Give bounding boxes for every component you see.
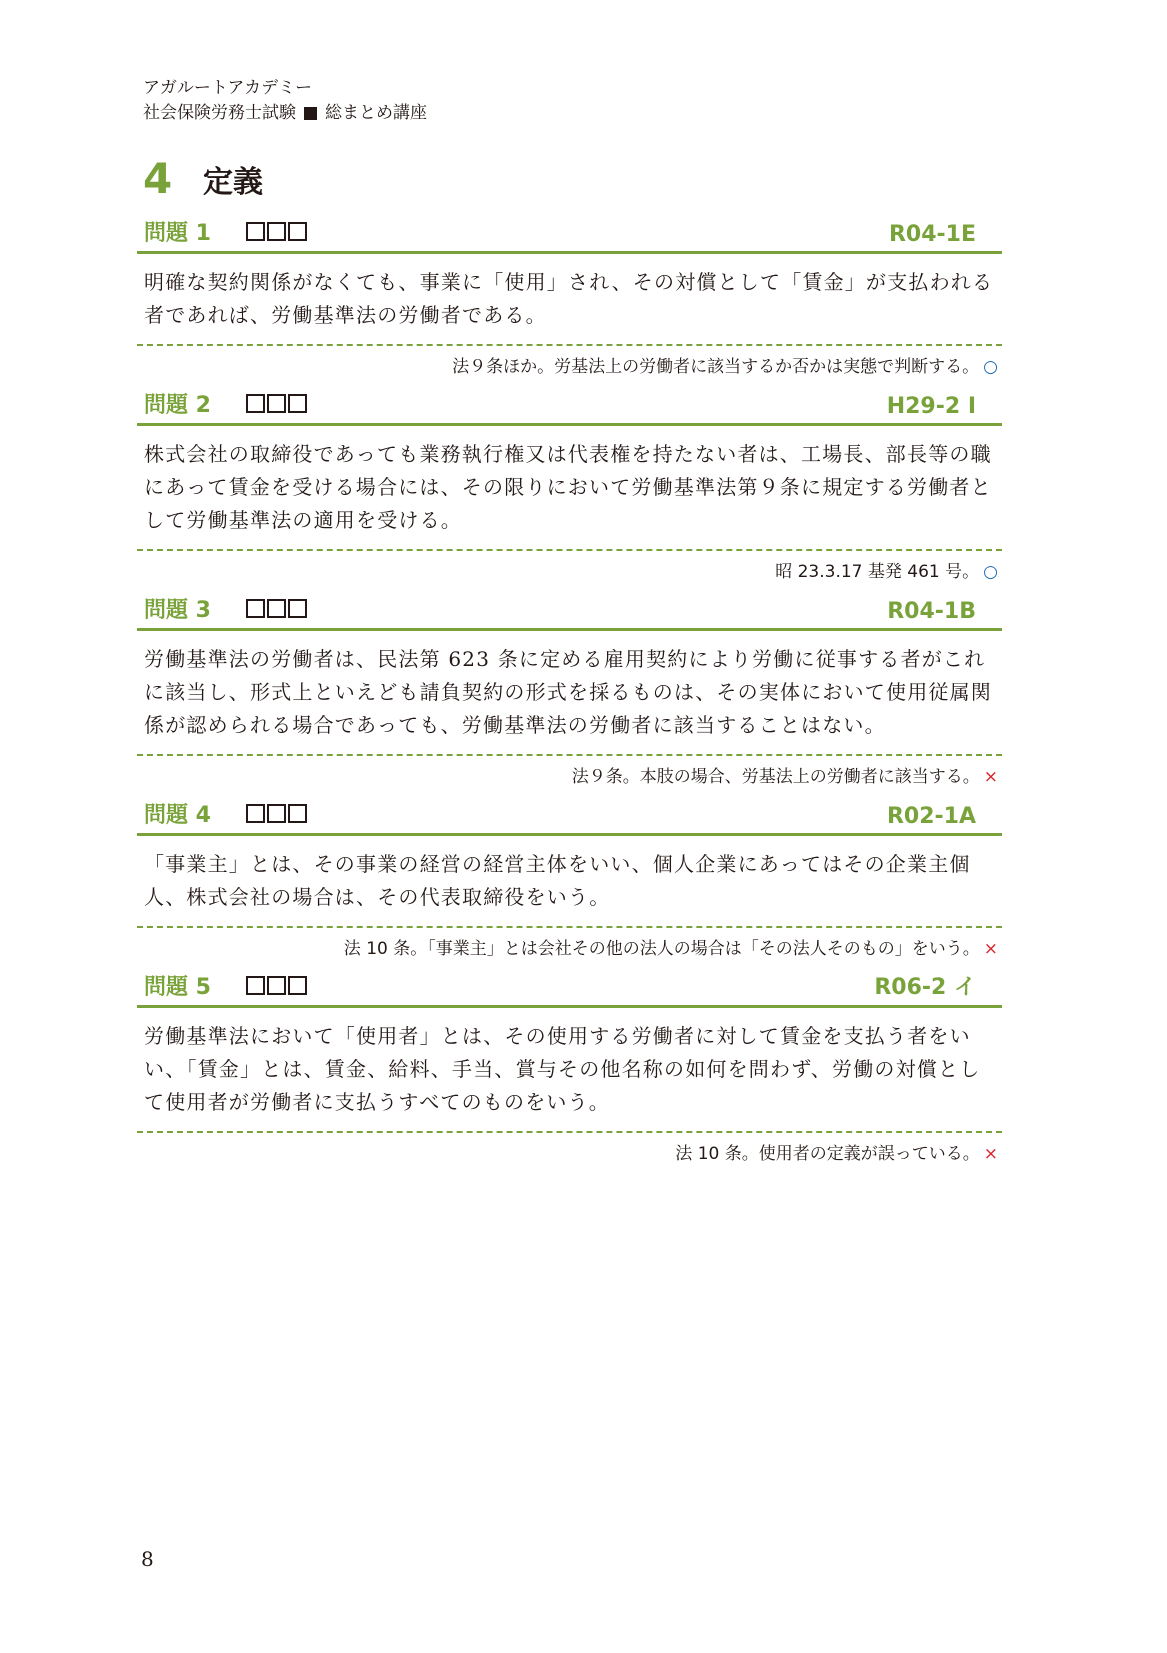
question-header: [137, 218, 1002, 254]
answer-line: [137, 346, 1002, 390]
question-header: [137, 800, 1002, 836]
course-name: 社会保険労務士試験: [143, 103, 296, 123]
question-item: [137, 972, 1002, 1177]
checkbox-icon: [267, 804, 286, 823]
answer-line: [137, 1133, 1002, 1177]
course-line: [143, 101, 427, 126]
checkbox-icon: [246, 804, 265, 823]
check-boxes: [246, 599, 307, 618]
answer-text: 法 10 条。使用者の定義が誤っている。: [675, 1144, 980, 1164]
checkbox-icon: [288, 599, 307, 618]
checkbox-icon: [246, 222, 265, 241]
answer-text: 法９条。本肢の場合、労基法上の労働者に該当する。: [571, 767, 980, 787]
section-title: 定義: [203, 164, 263, 200]
section-heading: [143, 154, 263, 203]
answer-line: [137, 756, 1002, 800]
checkbox-icon: [288, 976, 307, 995]
answer-text: 法９条ほか。労基法上の労働者に該当するか否かは実態で判断する。: [452, 357, 980, 377]
incorrect-mark-icon: ×: [983, 939, 998, 959]
checkbox-icon: [267, 394, 286, 413]
checkbox-icon: [246, 394, 265, 413]
exam-code: R04-1E: [888, 222, 976, 247]
incorrect-mark-icon: ×: [983, 767, 998, 787]
question-label: 問題 5: [144, 975, 211, 1000]
exam-code: H29-2 I: [886, 394, 976, 419]
question-item: [137, 800, 1002, 972]
question-label: 問題 3: [144, 598, 211, 623]
question-label: 問題 1: [144, 221, 211, 246]
question-text: 労働基準法の労働者は、民法第 623 条に定める雇用契約により労働に従事する者がこれに該当し、形式上といえども請負契約の形式を採るものは、その実体において使用従属関係が認められる場合であっても、労働基準法の労働者に該当することはない。: [144, 647, 992, 737]
question-text: 「事業主」とは、その事業の経営の経営主体をいい、個人企業にあってはその企業主個人、株式会社の場合は、その代表取締役をいう。: [144, 852, 971, 909]
checkbox-icon: [267, 599, 286, 618]
question-item: [137, 595, 1002, 800]
question-header: [137, 595, 1002, 631]
question-text: 株式会社の取締役であっても業務執行権又は代表権を持たない者は、工場長、部長等の職にあって賃金を受ける場合には、その限りにおいて労働基準法第９条に規定する労働者として労働基準法の適用を受ける。: [144, 442, 992, 532]
question-header: [137, 972, 1002, 1008]
checkbox-icon: [267, 222, 286, 241]
question-label: 問題 2: [144, 393, 211, 418]
checkbox-icon: [288, 394, 307, 413]
exam-code: R02-1A: [886, 804, 976, 829]
checkbox-icon: [288, 222, 307, 241]
question-item: [137, 390, 1002, 595]
answer-text: 法 10 条。「事業主」とは会社その他の法人の場合は「その法人そのもの」をいう。: [343, 939, 980, 959]
school-name: アガルートアカデミー: [143, 78, 313, 98]
check-boxes: [246, 222, 307, 241]
page-header: [143, 76, 427, 126]
question-item: [137, 218, 1002, 390]
question-text: 明確な契約関係がなくても、事業に「使用」され、その対償として「賃金」が支払われる者であれば、労働基準法の労働者である。: [144, 270, 994, 327]
answer-line: [137, 928, 1002, 972]
page-number: 8: [141, 1547, 154, 1571]
correct-mark-icon: ○: [983, 357, 998, 377]
exam-code: R04-1B: [887, 599, 976, 624]
checkbox-icon: [288, 804, 307, 823]
section-number: 4: [143, 154, 173, 203]
course-suffix: 総まとめ講座: [325, 103, 427, 123]
question-list: [137, 218, 1002, 1177]
check-boxes: [246, 804, 307, 823]
correct-mark-icon: ○: [983, 562, 998, 582]
checkbox-icon: [246, 976, 265, 995]
question-label: 問題 4: [144, 803, 211, 828]
checkbox-icon: [267, 976, 286, 995]
exam-code: R06-2 イ: [874, 975, 976, 1000]
question-header: [137, 390, 1002, 426]
check-boxes: [246, 976, 307, 995]
check-boxes: [246, 394, 307, 413]
answer-line: [137, 551, 1002, 595]
square-bullet-icon: [304, 107, 317, 120]
incorrect-mark-icon: ×: [983, 1144, 998, 1164]
question-text: 労働基準法において「使用者」とは、その使用する労働者に対して賃金を支払う者をいい、「賃金」とは、賃金、給料、手当、賞与その他名称の如何を問わず、労働の対償として使用者が労働者に支払うすべてのものをいう。: [144, 1024, 981, 1114]
answer-text: 昭 23.3.17 基発 461 号。: [775, 562, 980, 582]
checkbox-icon: [246, 599, 265, 618]
